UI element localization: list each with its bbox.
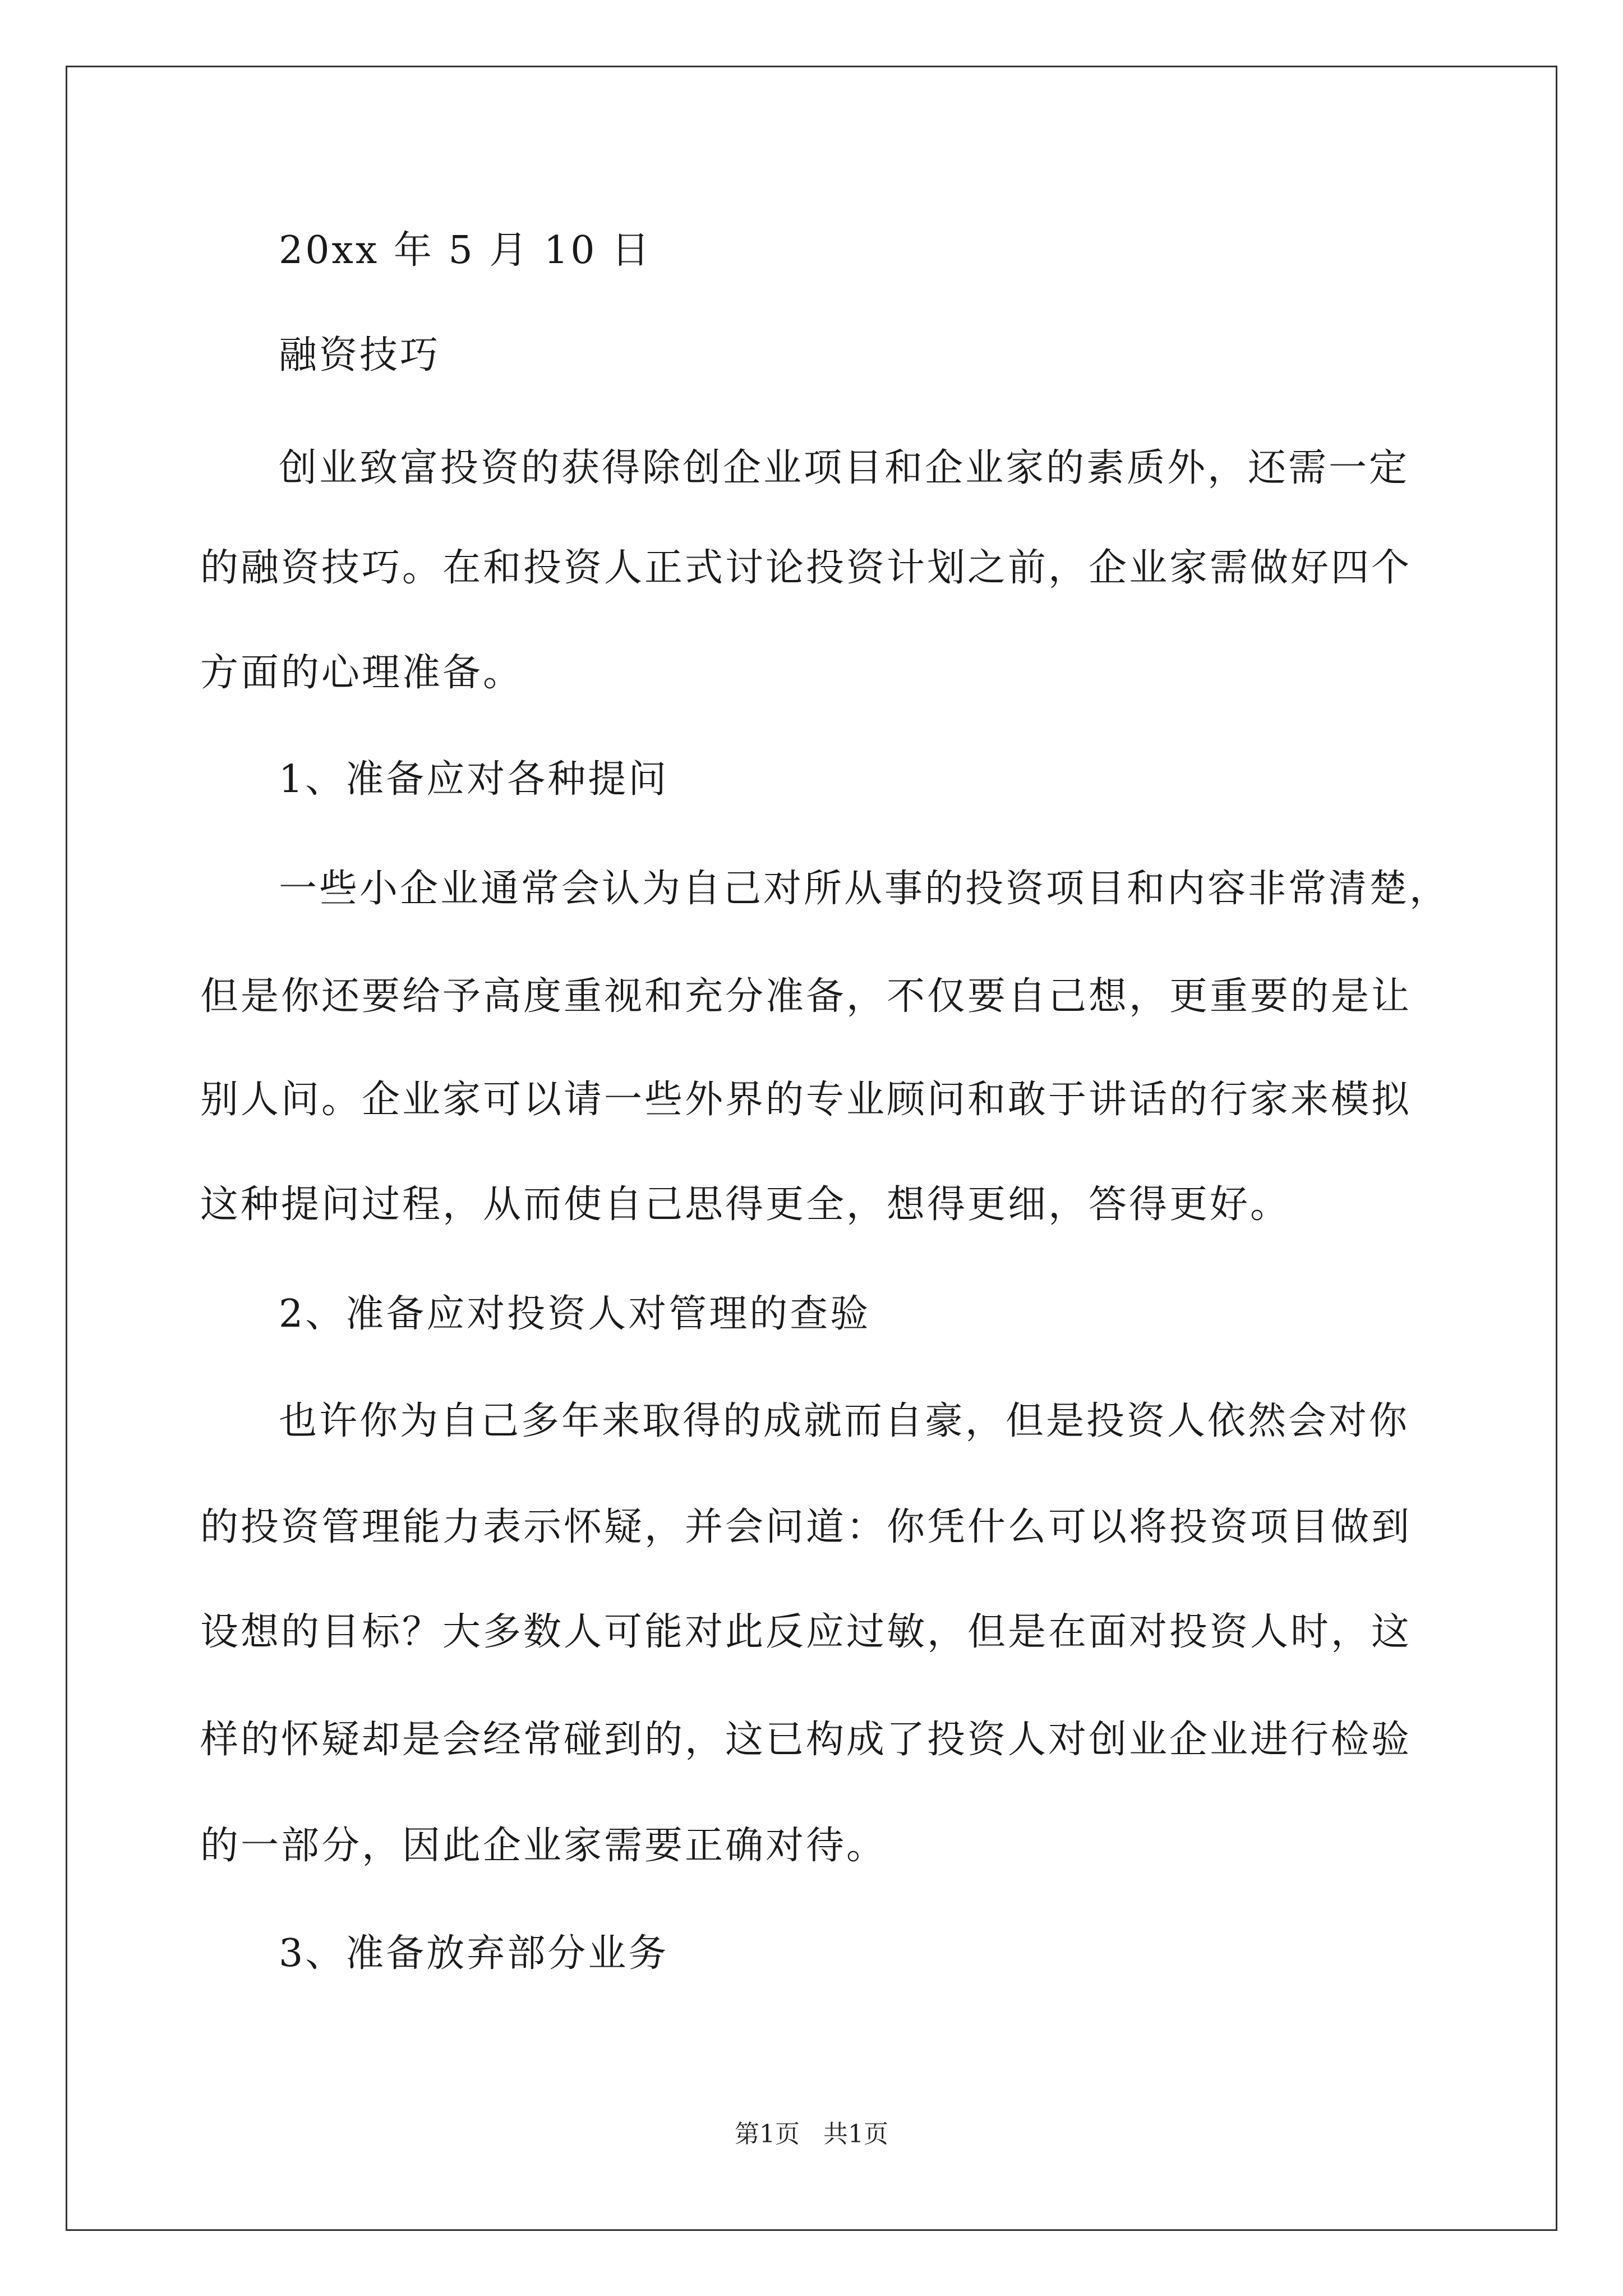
paragraph-line: 别人问。企业家可以请一些外界的专业顾问和敢于讲话的行家来模拟: [200, 1078, 1412, 1122]
paragraph-line: 一些小企业通常会认为自己对所从事的投资项目和内容非常清楚，: [279, 867, 1450, 911]
paragraph-line: 设想的目标？大多数人可能对此反应过敏，但是在面对投资人时，这: [200, 1610, 1412, 1654]
paragraph-line: 但是你还要给予高度重视和充分准备，不仅要自己想，更重要的是让: [200, 974, 1412, 1019]
page-border: [66, 66, 1557, 2231]
paragraph-line: 的投资管理能力表示怀疑，并会问道：你凭什么可以将投资项目做到: [200, 1505, 1412, 1549]
paragraph-line: 样的怀疑却是会经常碰到的，这已构成了投资人对创业企业进行检验: [200, 1718, 1412, 1762]
section-heading: 3、准备放弃部分业务: [279, 1931, 669, 1976]
document-date: 20xx 年 5 月 10 日: [279, 228, 652, 273]
paragraph-line: 也许你为自己多年来取得的成就而自豪，但是投资人依然会对你: [279, 1399, 1410, 1443]
section-heading: 1、准备应对各种提问: [279, 757, 669, 802]
paragraph-line: 这种提问过程，从而使自己思得更全，想得更细，答得更好。: [200, 1182, 1291, 1227]
paragraph-line: 创业致富投资的获得除创企业项目和企业家的素质外，还需一定: [279, 446, 1410, 490]
section-heading: 2、准备应对投资人对管理的查验: [279, 1292, 871, 1336]
paragraph-line: 的一部分，因此企业家需要正确对待。: [200, 1824, 887, 1868]
paragraph-line: 方面的心理准备。: [200, 651, 524, 695]
page-number-footer: 第1页 共1页: [735, 2120, 888, 2148]
paragraph-line: 的融资技巧。在和投资人正式讨论投资计划之前，企业家需做好四个: [200, 546, 1412, 590]
document-heading: 融资技巧: [279, 333, 441, 378]
